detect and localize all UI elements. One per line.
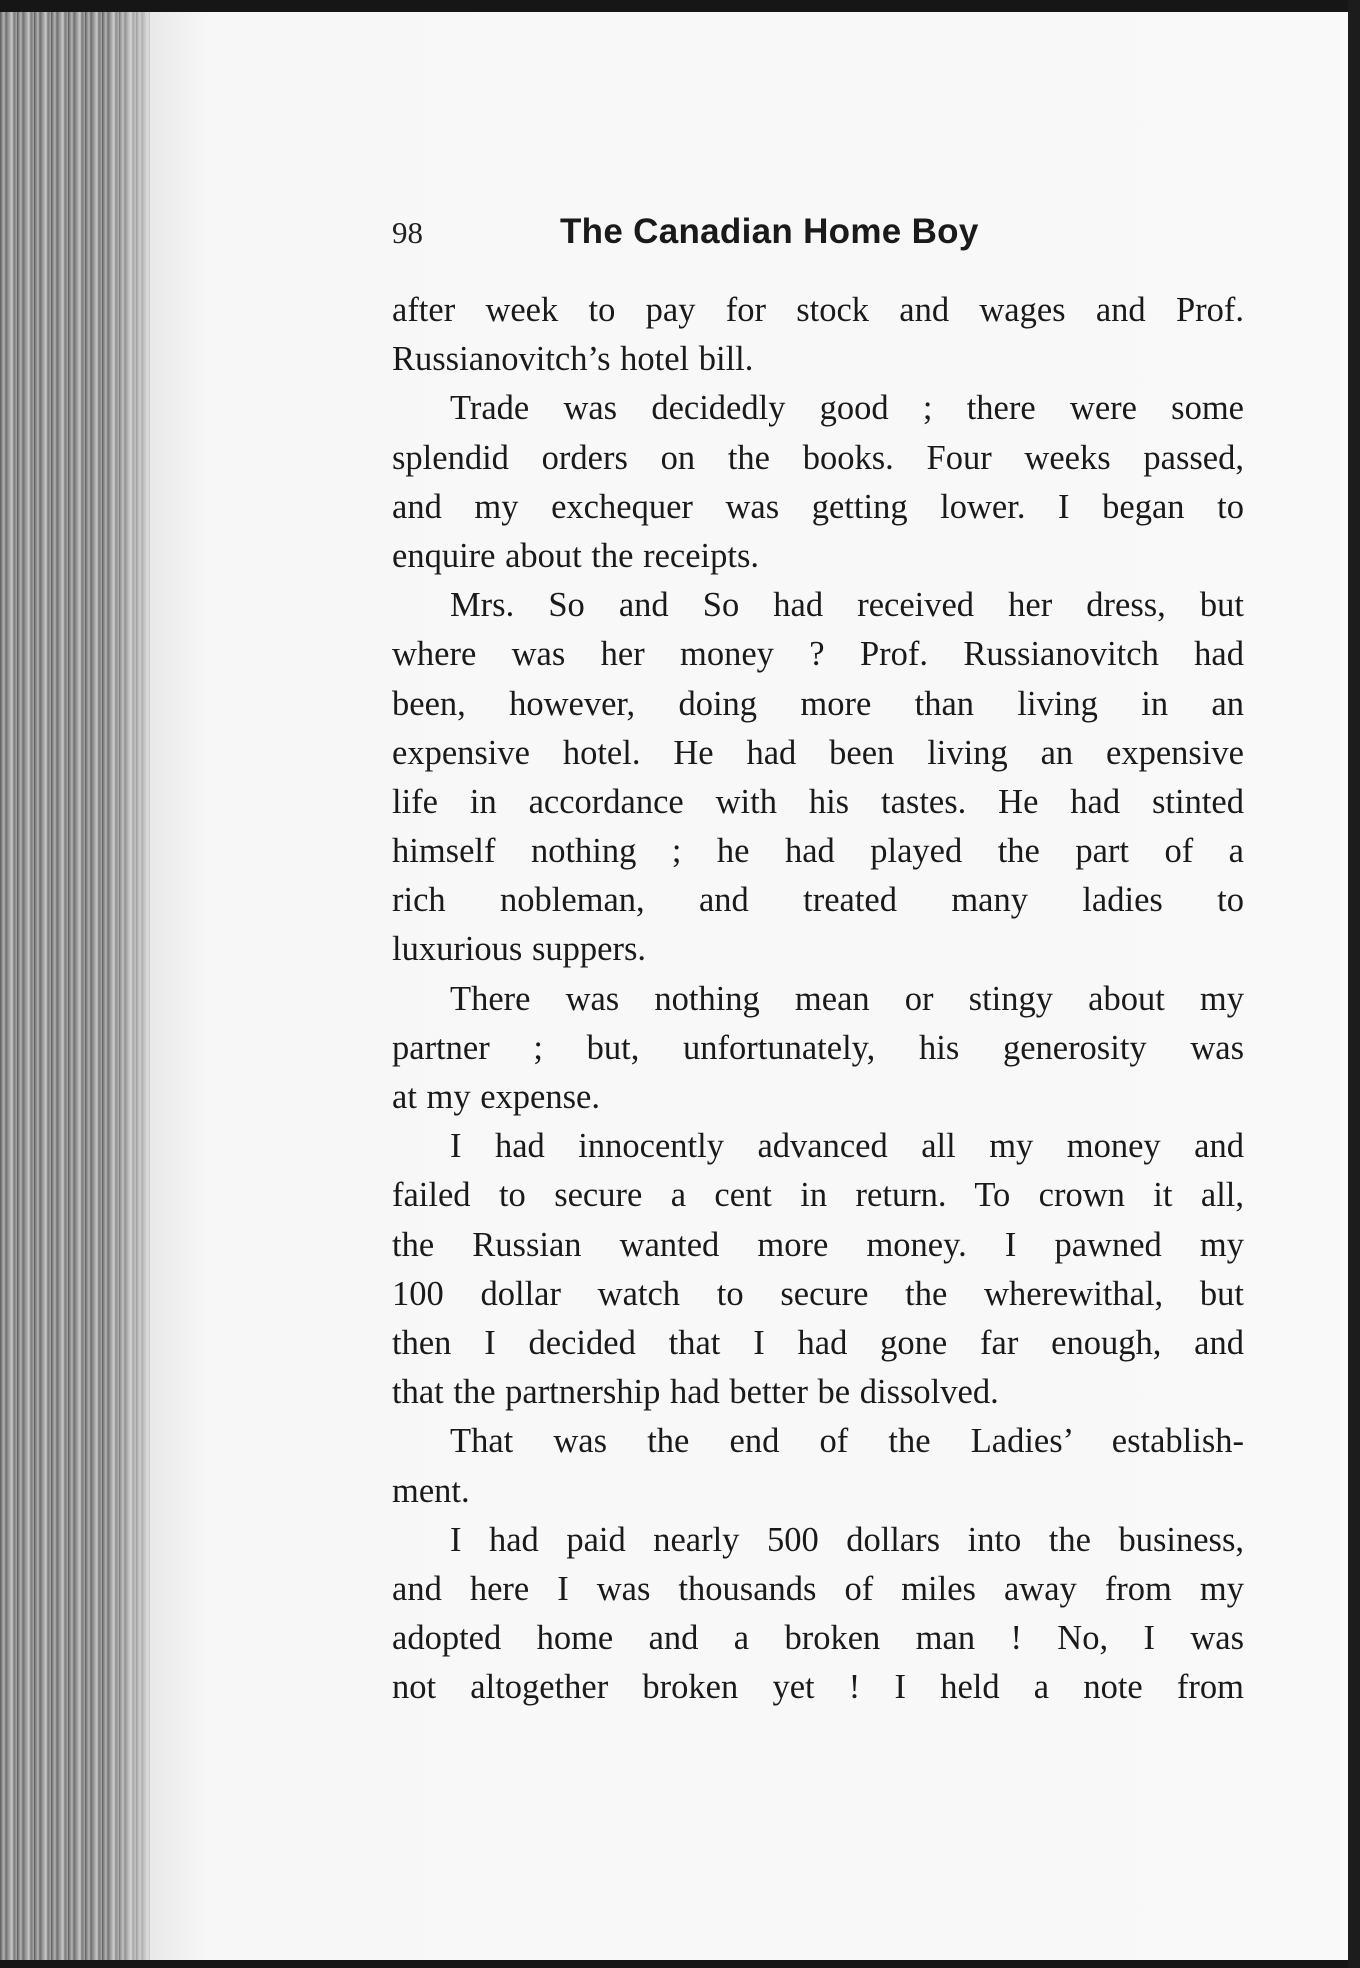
text-line: There was nothing mean or stingy about my [450, 979, 1244, 1018]
text-line: Trade was decidedly good ; there were some [450, 389, 1244, 428]
text-line: I had innocently advanced all my money and [450, 1127, 1244, 1166]
text-line: I had paid nearly 500 dollars into the business, [450, 1520, 1244, 1559]
page-text-block [392, 212, 1244, 1712]
book-page-edges [0, 12, 175, 1960]
text-line: Russianovitch’s hotel bill. [392, 340, 754, 379]
text-line: not altogether broken yet ! I held a note from [392, 1668, 1244, 1707]
page-header [392, 212, 1244, 272]
text-line: after week to pay for stock and wages and Prof. [392, 291, 1244, 329]
text-line: where was her money ? Prof. Russianovitch had [392, 635, 1244, 674]
text-line: life in accordance with his tastes. He had stinted [392, 782, 1244, 821]
text-line: rich nobleman, and treated many ladies to [392, 881, 1244, 920]
page-number: 98 [392, 215, 423, 250]
text-line: ment. [392, 1471, 470, 1510]
text-line: failed to secure a cent in return. To crown it all, [392, 1176, 1244, 1215]
text-line: 100 dollar watch to secure the wherewithal, but [392, 1274, 1244, 1313]
text-line: partner ; but, unfortunately, his generosity was [392, 1028, 1244, 1067]
text-line: then I decided that I had gone far enough, and [392, 1323, 1244, 1362]
running-title: The Canadian Home Boy [560, 212, 979, 251]
text-line: been, however, doing more than living in an [392, 684, 1244, 723]
text-line: that the partnership had better be dissolved. [392, 1373, 999, 1412]
text-line: luxurious suppers. [392, 930, 646, 969]
text-line: expensive hotel. He had been living an expensive [392, 733, 1244, 772]
text-line: enquire about the receipts. [392, 536, 760, 575]
text-line: That was the end of the Ladies’ establish- [450, 1422, 1244, 1461]
text-line: the Russian wanted more money. I pawned my [392, 1225, 1244, 1264]
scan-border-right [1348, 0, 1360, 1968]
body-text [392, 286, 1244, 1712]
text-line: at my expense. [392, 1078, 600, 1116]
text-line: and my exchequer was getting lower. I began to [392, 487, 1244, 526]
text-line: and here I was thousands of miles away from my [392, 1569, 1244, 1608]
text-line: himself nothing ; he had played the part of a [392, 832, 1244, 871]
text-line: splendid orders on the books. Four weeks passed, [392, 438, 1244, 477]
text-line: Mrs. So and So had received her dress, but [450, 586, 1244, 625]
text-line: adopted home and a broken man ! No, I was [392, 1619, 1244, 1658]
